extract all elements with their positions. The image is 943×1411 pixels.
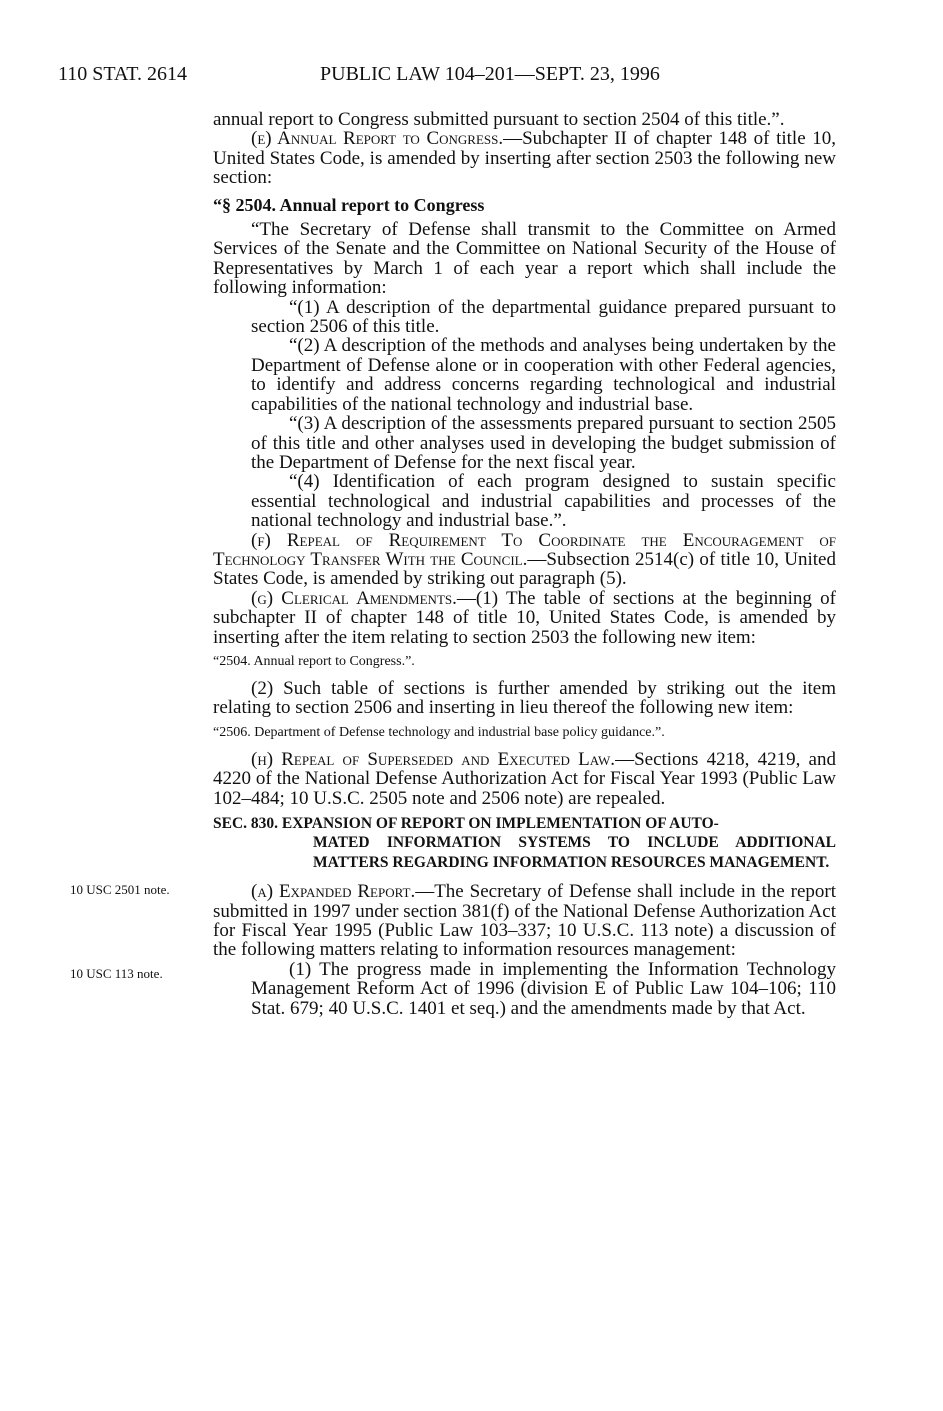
- margin-note-usc-2501: 10 USC 2501 note.: [70, 882, 170, 897]
- subsection-f-text: —Subsection 2514(c) of title 10, United States Code, is amended by striking out paragraph (5).: [213, 548, 836, 590]
- subsection-g-heading: (g) Clerical Amendments.: [251, 587, 457, 609]
- public-law-citation: PUBLIC LAW 104–201—SEPT. 23, 1996: [320, 63, 660, 85]
- section-830-heading: [213, 814, 836, 872]
- subsection-h-text: —Sections 4218, 4219, and 4220 of the National Defense Authorization Act for Fiscal Year 1993 (Public Law 102–484; 10 U.S.C. 2505 note and 2506 note) are repealed.: [213, 748, 836, 809]
- section-2504-item-1: “(1) A description of the departmental guidance prepared pursuant to section 2506 of this title.: [251, 296, 836, 338]
- section-2504-item-2: “(2) A description of the methods and analyses being undertaken by the Department of Defense alone or in cooperation with other Federal agencies, to identify and address concerns regarding technological and industrial capabilities of the national technology and industrial base.: [251, 335, 836, 415]
- subsection-h: [213, 750, 836, 808]
- subsection-e: [213, 129, 836, 187]
- section-2504-heading: “§ 2504. Annual report to Congress: [213, 194, 485, 215]
- subsection-g-paragraph-2: (2) Such table of sections is further amended by striking out the item relating to section 2506 and inserting in lieu thereof the following new item:: [213, 677, 836, 719]
- subsection-f-heading: (f) Repeal of Requirement To Coordinate the Encouragement of Technology Transfer With the Council.: [213, 529, 836, 570]
- subsection-g-text: —(1) The table of sections at the beginning of subchapter II of chapter 148 of title 10, United States Code, is amended by inserting after the item relating to section 2503 the following new item:: [213, 587, 836, 648]
- subsection-a-text: —The Secretary of Defense shall include in the report submitted in 1997 under section 381(f) of the National Defense Authorization Act for Fiscal Year 1995 (Public Law 103–337; 10 U.S.C. 113 note) a discussion of the following matters relating to information resources management:: [213, 881, 836, 961]
- subsection-h-heading: (h) Repeal of Superseded and Executed Law.: [251, 748, 616, 770]
- document-body: [213, 110, 836, 1018]
- subsection-a-item-1: (1) The progress made in implementing the Information Technology Management Reform Act of 1996 (division E of Public Law 104–106; 110 Stat. 679; 40 U.S.C. 1401 et seq.) and the amendments made by that Act.: [251, 958, 836, 1019]
- subsection-f: [213, 531, 836, 589]
- section-2504-intro: “The Secretary of Defense shall transmit to the Committee on Armed Services of the Senate and the Committee on National Security of the House of Representatives by March 1 of each year a report which shall include the following information:: [213, 219, 836, 299]
- paragraph-continuation: annual report to Congress submitted pursuant to section 2504 of this title.”.: [213, 109, 785, 130]
- section-2504-item-4: “(4) Identification of each program designed to sustain specific essential technological and industrial capabilities and processes of the national technology and industrial base.”.: [251, 471, 836, 532]
- stat-page-number: 110 STAT. 2614: [58, 63, 187, 85]
- subsection-e-heading: (e) Annual Report to Congress.: [251, 128, 504, 150]
- section-830-heading-rest: MATED INFORMATION SYSTEMS TO INCLUDE ADDITIONAL MATTERS REGARDING INFORMATION RESOURCES MANAGEMENT.: [313, 834, 836, 871]
- subsection-e-text: —Subchapter II of chapter 148 of title 10, United States Code, is amended by inserting after section 2503 the following new section:: [213, 128, 837, 189]
- subsection-a-heading: (a) Expanded Report.: [251, 881, 416, 903]
- table-item-2504: “2504. Annual report to Congress.”.: [213, 653, 415, 669]
- subsection-a: [213, 882, 836, 960]
- table-item-2506: “2506. Department of Defense technology and industrial base policy guidance.”.: [213, 724, 665, 740]
- section-2504-item-3: “(3) A description of the assessments prepared pursuant to section 2505 of this title and other analyses used in developing the budget submission of the Department of Defense for the next fiscal year.: [251, 413, 836, 473]
- margin-note-usc-113: 10 USC 113 note.: [70, 966, 163, 981]
- subsection-g: [213, 589, 836, 647]
- section-830-heading-line-1: SEC. 830. EXPANSION OF REPORT ON IMPLEMENTATION OF AUTO-: [213, 815, 719, 832]
